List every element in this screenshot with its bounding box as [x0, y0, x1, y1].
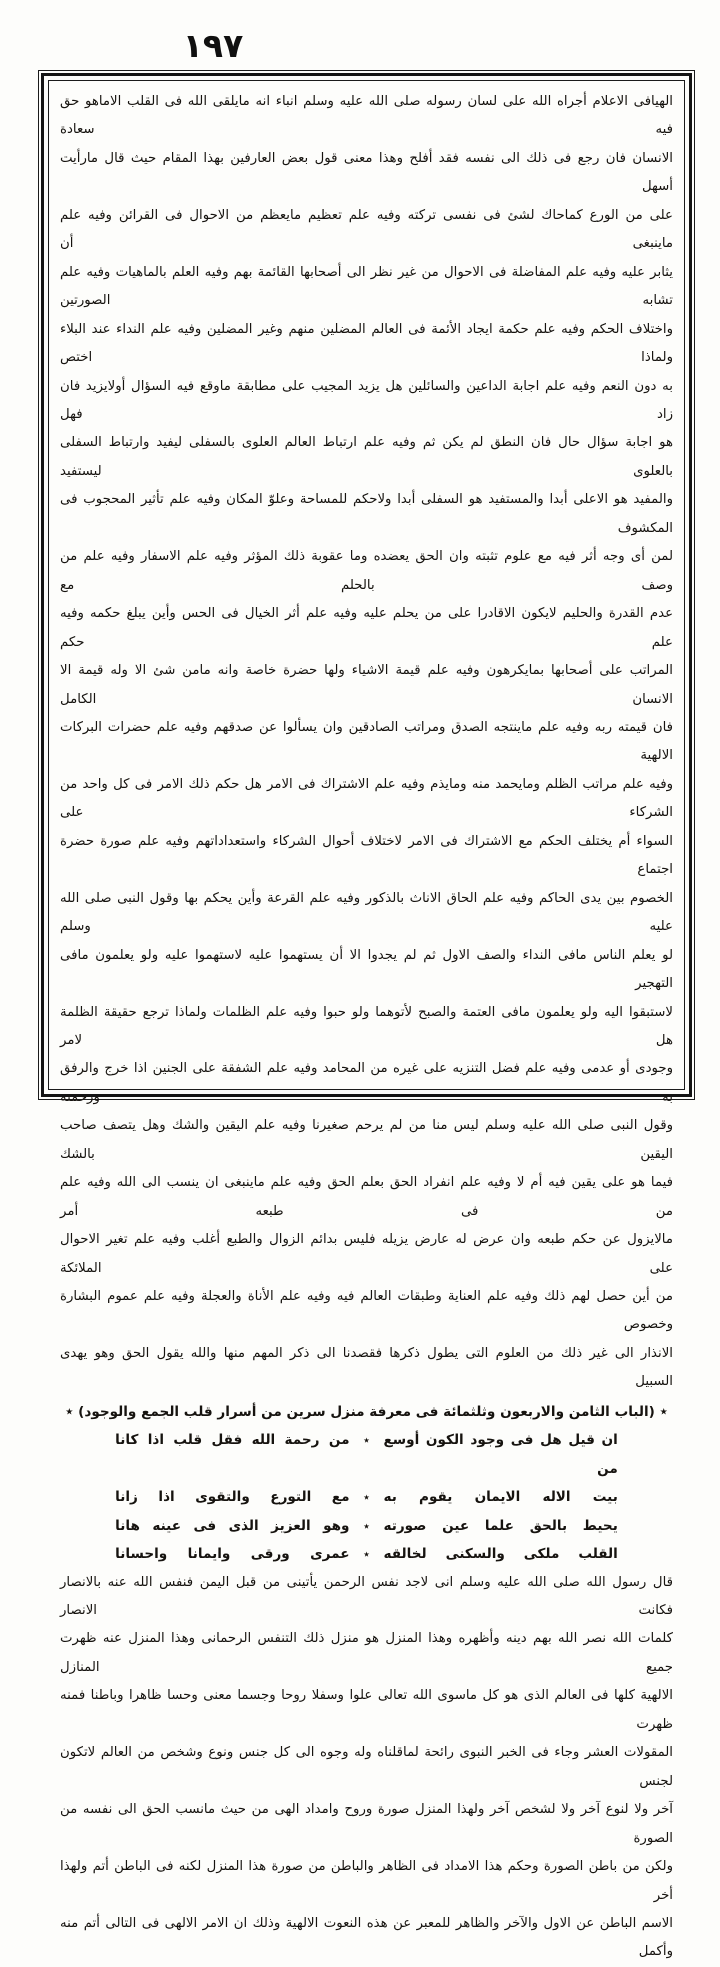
- closing-paragraph: [60, 1569, 673, 1967]
- prose-line: الهيافى الاعلام أجراه الله على لسان رسوله صلى الله عليه وسلم انباء انه مايلقى الله فى القلب الاماهو حق فيه سعادة: [60, 94, 673, 138]
- poem: [115, 1426, 618, 1568]
- verse-separator-ornament: ٭: [363, 1490, 370, 1505]
- prose-line: واختلاف الحكم وفيه علم حكمة ايجاد الأئمة فى العالم المضلين منهم وغير المضلين وفيه علم النداء عند البلاء ولماذا اختص: [60, 321, 673, 366]
- page-body-text: [48, 80, 685, 1960]
- prose-line: الانسان فان رجع فى ذلك الى نفسه فقد أفلح وهذا معنى قول بعض العارفين بهذا المقام حيث قال مارأيت أسهل: [60, 150, 673, 195]
- prose-line: المراتب على أصحابها بمايكرهون وفيه علم قيمة الاشياء ولها حضرة خاصة وانه مامن شئ الا وله قيمة الا الانسان الكامل: [60, 663, 673, 707]
- verse-separator-ornament: ٭: [363, 1433, 370, 1448]
- prose-line: مالايزول عن حكم طبعه وان عرض له عارض يزيله فليس بدائم الزوال والطبع أغلب وفيه علم تغير الاحوال على الملائكة: [60, 1232, 673, 1276]
- prose-line: لاستبقوا اليه ولو يعلمون مافى العتمة والصبح لأتوهما ولو حبوا وفيه علم الظلمات ولماذا ترجع حقيقة الظلمة هل لامر: [60, 1004, 673, 1048]
- hemistich-left: من رحمة الله فقل قلب اذا كانا: [115, 1432, 350, 1449]
- prose-line: هو اجابة سؤال حال فان النطق لم يكن ثم وفيه علم ارتباط العالم العلوى بالسفلى ليفيد وارتباط السفلى بالعلوى ليستفيد: [60, 435, 673, 479]
- prose-line: عدم القدرة والحليم لايكون الاقادرا على من يحلم عليه وفيه علم أثر الخيال فى الحس وأين يبلغ حكمه وفيه علم حكم: [60, 606, 673, 650]
- hemistich-left: وهو العزيز الذى فى عينه هانا: [115, 1517, 350, 1534]
- page-number: ١٩٧: [182, 26, 244, 65]
- prose-line: الاسم الباطن عن الاول والآخر والظاهر للمعبر عن هذه النعوت الالهية وذلك ان الامر الالهى فى التالى أتم منه وأكمل: [60, 1916, 673, 1960]
- page-frame-rule: [41, 73, 692, 1960]
- prose-line: الانذار الى غير ذلك من العلوم التى يطول ذكرها فقصدنا الى ذكر المهم منها والله يقول الحق وهو يهدى السبيل: [60, 1345, 673, 1390]
- heading-ornament-right: ٭: [659, 1401, 668, 1420]
- prose-line: وقول النبى صلى الله عليه وسلم ليس منا من لم يرحم صغيرنا وفيه علم اليقين والشك وهل يتصف صاحب اليقين بالشك: [60, 1118, 673, 1162]
- prose-line: فان قيمته ربه وفيه علم ماينتجه الصدق ومراتب الصادقين وان يسألوا عن صدقهم وفيه علم حضرات البركات الالهية: [60, 719, 673, 764]
- prose-line: لمن أى وجه أثر فيه مع علوم تثبته وان الحق يعضده وما عقوبة ذلك المؤثر وفيه علم الاسفار وفيه علم من وصف بالحلم مع: [60, 549, 673, 593]
- prose-line: لو يعلم الناس مافى النداء والصف الاول ثم لم يجدوا الا أن يستهموا عليه لاستهموا عليه ولو يعلمون مافى التهجير: [60, 947, 673, 992]
- verse-line: [115, 1426, 618, 1483]
- chapter-heading-text: (الباب الثامن والاربعون وثلثمائة فى معرفة منزل سرين من أسرار قلب الجمع والوجود): [78, 1403, 655, 1420]
- hemistich-right: يحيط بالحق علما عين صورته: [383, 1517, 618, 1534]
- heading-ornament-left: ٭: [65, 1401, 74, 1420]
- prose-line: الخصوم بين يدى الحاكم وفيه علم الحاق الاناث بالذكور وفيه علم القرعة وأين يحكم بها وقول النبى صلى الله عليه وسلم: [60, 890, 673, 935]
- prose-line: قال رسول الله صلى الله عليه وسلم انى لاجد نفس الرحمن يأتينى من قبل اليمن فنفس الله عنه بالانصار فكانت الانصار: [60, 1574, 673, 1619]
- opening-paragraph: [60, 88, 673, 1397]
- verse-line: [115, 1540, 618, 1568]
- prose-line: السواء أم يختلف الحكم مع الاشتراك فى الامر لاختلاف أحوال الشركاء واستعداداتهم وفيه علم صورة حضرة اجتماع: [60, 833, 673, 878]
- prose-line: والمفيد هو الاعلى أبدا والمستفيد هو السفلى أبدا ولاحكم للمساحة وعلوّ المكان وفيه علم تأثير المحجوب فى المكشوف: [60, 492, 673, 536]
- prose-line: على من الورع كماحاك لشئ فى نفسى تركته وفيه علم تعظيم مايعظم من الاحوال فى القرائن وفيه علم ماينبغى أن: [60, 207, 673, 252]
- hemistich-left: عمرى ورقى وايمانا واحسانا: [115, 1546, 350, 1563]
- prose-line: المقولات العشر وجاء فى الخبر النبوى رائحة لماقلناه وله وجوه الى كل جنس ونوع وشخص من العالم لاتكون لجنس: [60, 1745, 673, 1789]
- prose-line: ولكن من باطن الصورة وحكم هذا الامداد فى الظاهر والباطن من صورة هذا المنزل لكنه فى الباطن أتم ولهذا أخر: [60, 1859, 673, 1903]
- prose-line: به دون النعم وفيه علم اجابة الداعين والسائلين هل يزيد المجيب على مطابقة ماوقع فيه السؤال أولايزيد فان زاد فهل: [60, 378, 673, 422]
- page-frame: [38, 70, 695, 1960]
- hemistich-right: القلب ملكى والسكنى لخالقه: [383, 1546, 618, 1563]
- prose-line: آخر ولا لنوع آخر ولا لشخص آخر ولهذا المنزل صورة وروح وامداد الهى من حيث مانسب الحق الى نفسه من الصورة: [60, 1802, 673, 1846]
- verse-line: [115, 1483, 618, 1511]
- prose-line: وفيه علم مراتب الظلم ومايحمد منه ومايذم وفيه علم الاشتراك فى الامر هل حكم ذلك الامر فى كل واحد من الشركاء على: [60, 776, 673, 821]
- verse-separator-ornament: ٭: [363, 1547, 370, 1562]
- prose-line: فيما هو على يقين فيه أم لا وفيه علم انفراد الحق بعلم الحق وفيه علم ماينبغى ان ينسب الى الله وفيه علم من فى طبعه أمر: [60, 1175, 673, 1219]
- verse-line: [115, 1512, 618, 1540]
- prose-line: وجودى أو عدمى وفيه علم فضل التنزيه على غيره من المحامد وفيه علم الشفقة على الجنين اذا خرج والرفق به ورحمته: [60, 1061, 673, 1105]
- hemistich-right: بيت الاله الايمان يقوم به: [383, 1489, 618, 1506]
- hemistich-left: مع التورع والتقوى اذا زانا: [115, 1489, 350, 1506]
- hemistich-right: ان قيل هل فى وجود الكون أوسع من: [383, 1432, 618, 1477]
- chapter-heading: [60, 1397, 673, 1426]
- prose-line: كلمات الله نصر الله بهم دينه وأظهره وهذا المنزل هو منزل ذلك التنفس الرحمانى وهذا المنزل عنه ظهرت جميع المنازل: [60, 1631, 673, 1675]
- verse-separator-ornament: ٭: [363, 1518, 370, 1533]
- prose-line: الالهية كلها فى العالم الذى هو كل ماسوى الله تعالى علوا وسفلا روحا وجسما معنى وحسا ظاهرا وباطنا فمنه ظهرت: [60, 1688, 673, 1732]
- prose-line: من أين حصل لهم ذلك وفيه علم العناية وطبقات العالم فيه وفيه علم الأناة والعجلة وفيه علم عموم البشارة وخصوص: [60, 1289, 673, 1333]
- prose-line: يثابر عليه وفيه علم المفاضلة فى الاحوال من غير نظر الى أصحابها القائمة بهم وفيه العلم بالماهيات وفيه علم تشابه الصورتين: [60, 264, 673, 309]
